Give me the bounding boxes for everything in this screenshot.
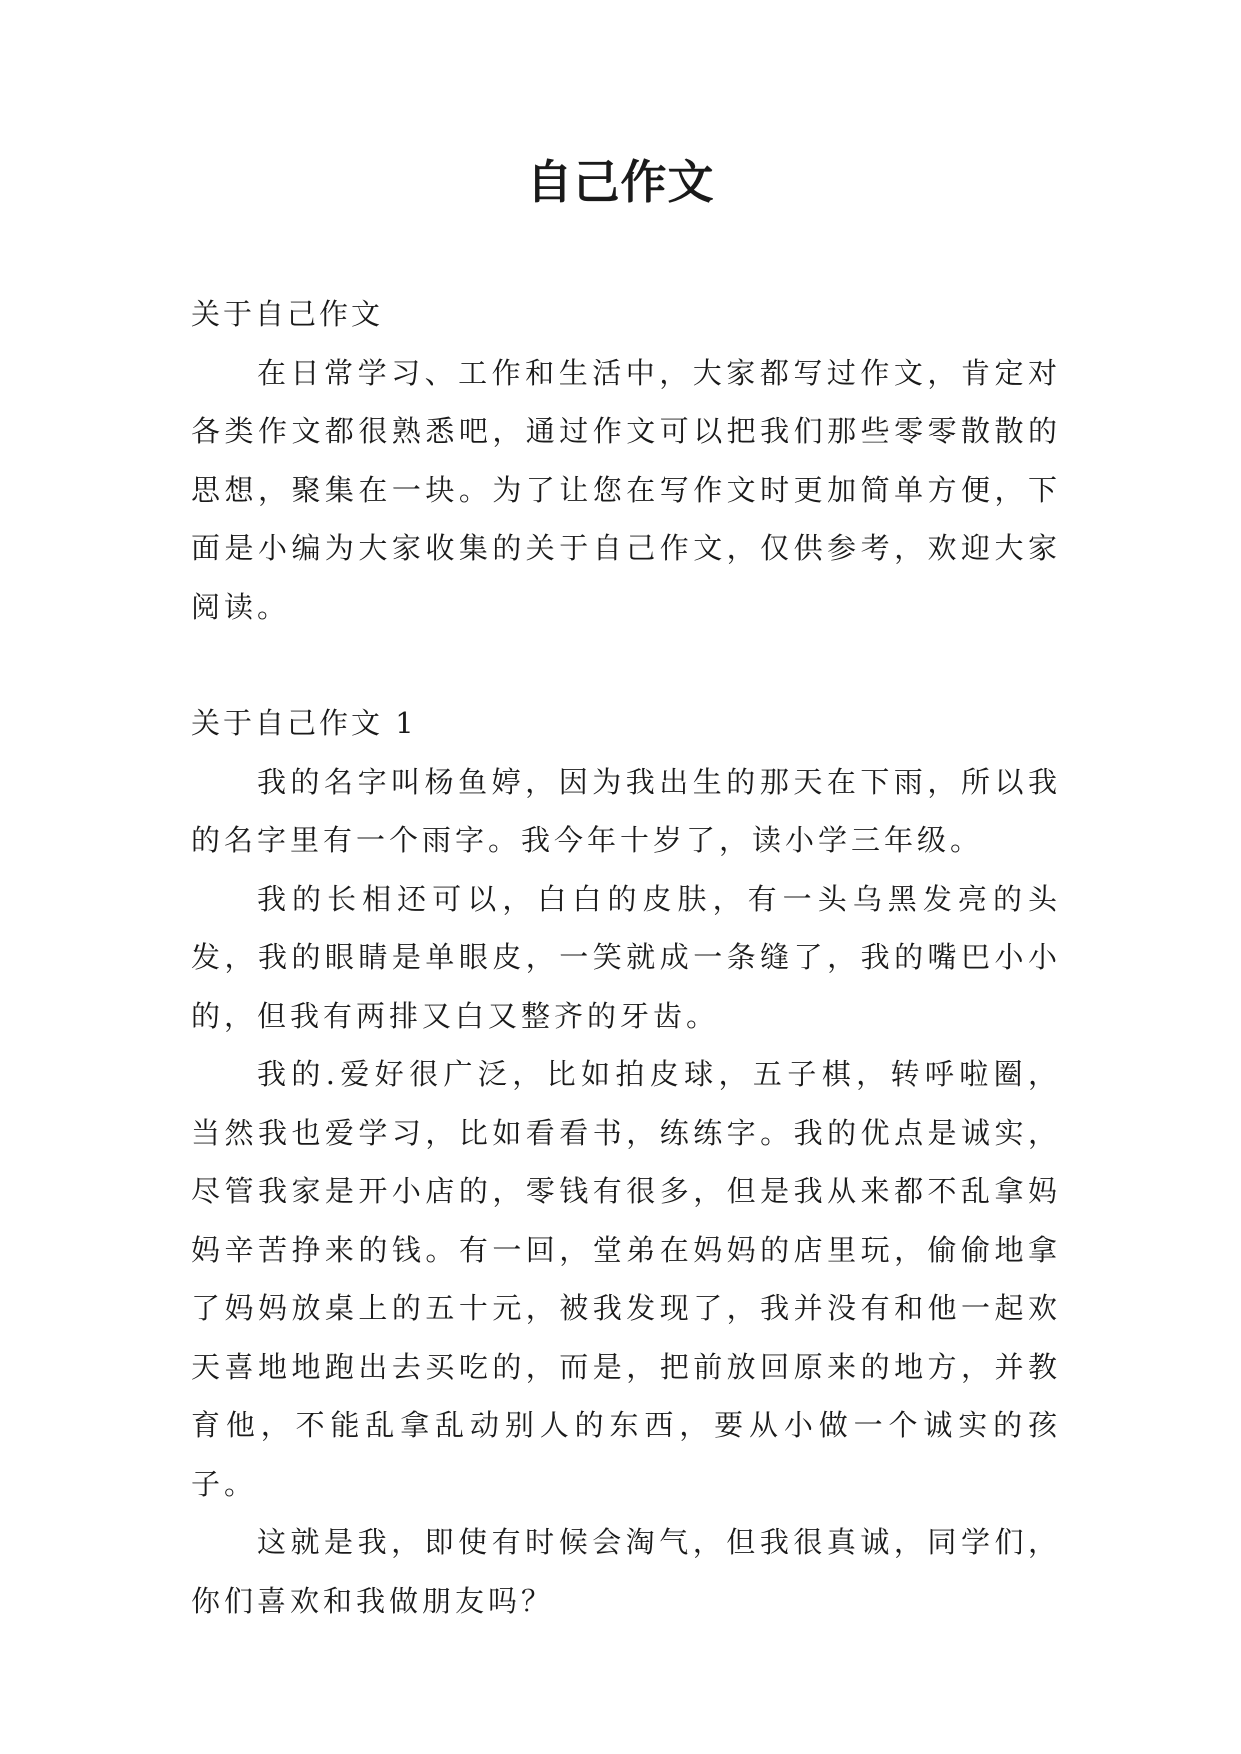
intro-heading: 关于自己作文 (191, 297, 384, 331)
section-1-paragraph-3: 我的.爱好很广泛，比如拍皮球，五子棋，转呼啦圈，当然我也爱学习，比如看看书，练练字。我的优点是诚实，尽管我家是开小店的，零钱有很多，但是我从来都不乱拿妈妈辛苦挣来的钱。有一回，堂弟在妈妈的店里玩，偷偷地拿了妈妈放桌上的五十元，被我发现了，我并没有和他一起欢天喜地地跑出去买吃的，而是，把前放回原来的地方，并教育他，不能乱拿乱动别人的东西，要从小做一个诚实的孩子。 (191, 1057, 1061, 1501)
section-1-paragraph-2: 我的长相还可以，白白的皮肤，有一头乌黑发亮的头发，我的眼睛是单眼皮，一笑就成一条缝了，我的嘴巴小小的，但我有两排又白又整齐的牙齿。 (191, 881, 1061, 1033)
intro-paragraph: 在日常学习、工作和生活中，大家都写过作文，肯定对各类作文都很熟悉吧，通过作文可以把我们那些零零散散的思想，聚集在一块。为了让您在写作文时更加简单方便，下面是小编为大家收集的关于自己作文，仅供参考，欢迎大家阅读。 (191, 355, 1061, 624)
section-spacer (191, 636, 1061, 694)
document-body (191, 285, 1061, 1630)
section-1-heading: 关于自己作文 1 (191, 706, 417, 740)
document-title: 自己作文 (526, 155, 715, 209)
section-1-paragraph-4: 这就是我，即使有时候会淘气，但我很真诚，同学们，你们喜欢和我做朋友吗？ (191, 1525, 1061, 1618)
section-1-paragraph-1: 我的名字叫杨鱼婷，因为我出生的那天在下雨，所以我的名字里有一个雨字。我今年十岁了，读小学三年级。 (191, 764, 1061, 857)
